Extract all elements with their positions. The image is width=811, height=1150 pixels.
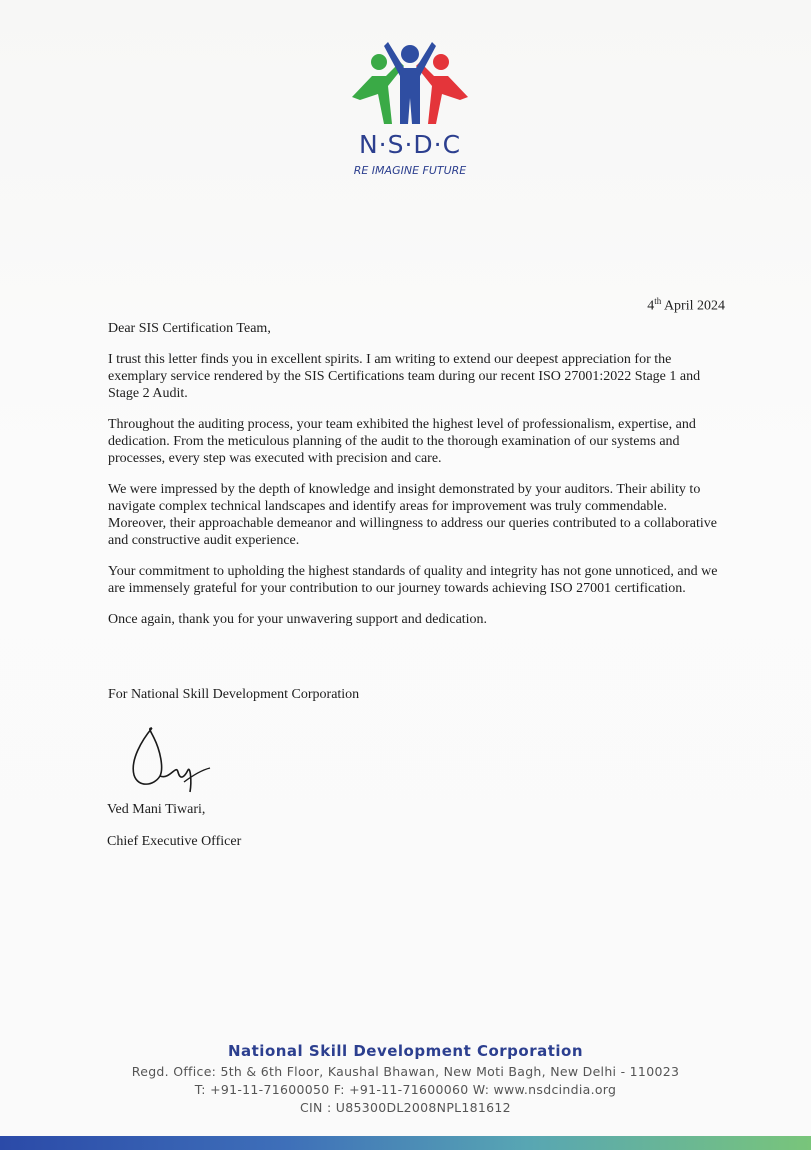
letterhead-footer <box>0 1042 811 1117</box>
paragraph: I trust this letter finds you in excellent spirits. I am writing to extend our deepest appreciation for the exemplary service rendered by the SIS Certifications team during our recent ISO 27001:2022 Stage 1 and Stage 2 Audit. <box>108 352 701 401</box>
sign-off-organization: For National Skill Development Corporation <box>108 687 360 702</box>
logo-tagline: RE IMAGINE FUTURE <box>353 164 467 177</box>
footer-cin: CIN : U85300DL2008NPL181612 <box>300 1100 511 1115</box>
salutation: Dear SIS Certification Team, <box>108 321 271 336</box>
logo-wordmark: N·S·D·C <box>358 130 462 159</box>
paragraph: We were impressed by the depth of knowledge and insight demonstrated by your auditors. Their ability to navigate complex technical landscapes and identify areas for improvement was truly commendable. Moreover, their approachable demeanor and willingness to address our queries contributed to a collaborative and constructive audit experience. <box>108 482 718 548</box>
paragraph: Your commitment to upholding the highest standards of quality and integrity has not gone unnoticed, and we are immensely grateful for your contribution to our journey towards achieving ISO 27001 certification. <box>108 564 718 596</box>
paragraph: Once again, thank you for your unwavering support and dedication. <box>108 612 488 627</box>
paragraph: Throughout the auditing process, your team exhibited the highest level of professionalism, expertise, and dedication. From the meticulous planning of the audit to the thorough examination of our systems and processes, every step was executed with precision and care. <box>108 417 696 466</box>
letter-body <box>108 320 720 642</box>
footer-address: Regd. Office: 5th & 6th Floor, Kaushal Bhawan, New Moti Bagh, New Delhi - 110023 <box>131 1064 680 1079</box>
footer-org-name: National Skill Development Corporation <box>227 1042 584 1060</box>
footer-contact: T: +91-11-71600050 F: +91-11-71600060 W: www.nsdcindia.org <box>194 1082 617 1097</box>
signature-image <box>120 720 220 800</box>
letter-date: 4th April 2024 <box>647 296 725 314</box>
footer-color-bar <box>0 1136 811 1150</box>
signer-title: Chief Executive Officer <box>107 834 242 849</box>
nsdc-people-emblem-icon <box>348 42 472 128</box>
signer-name: Ved Mani Tiwari, <box>107 802 206 817</box>
